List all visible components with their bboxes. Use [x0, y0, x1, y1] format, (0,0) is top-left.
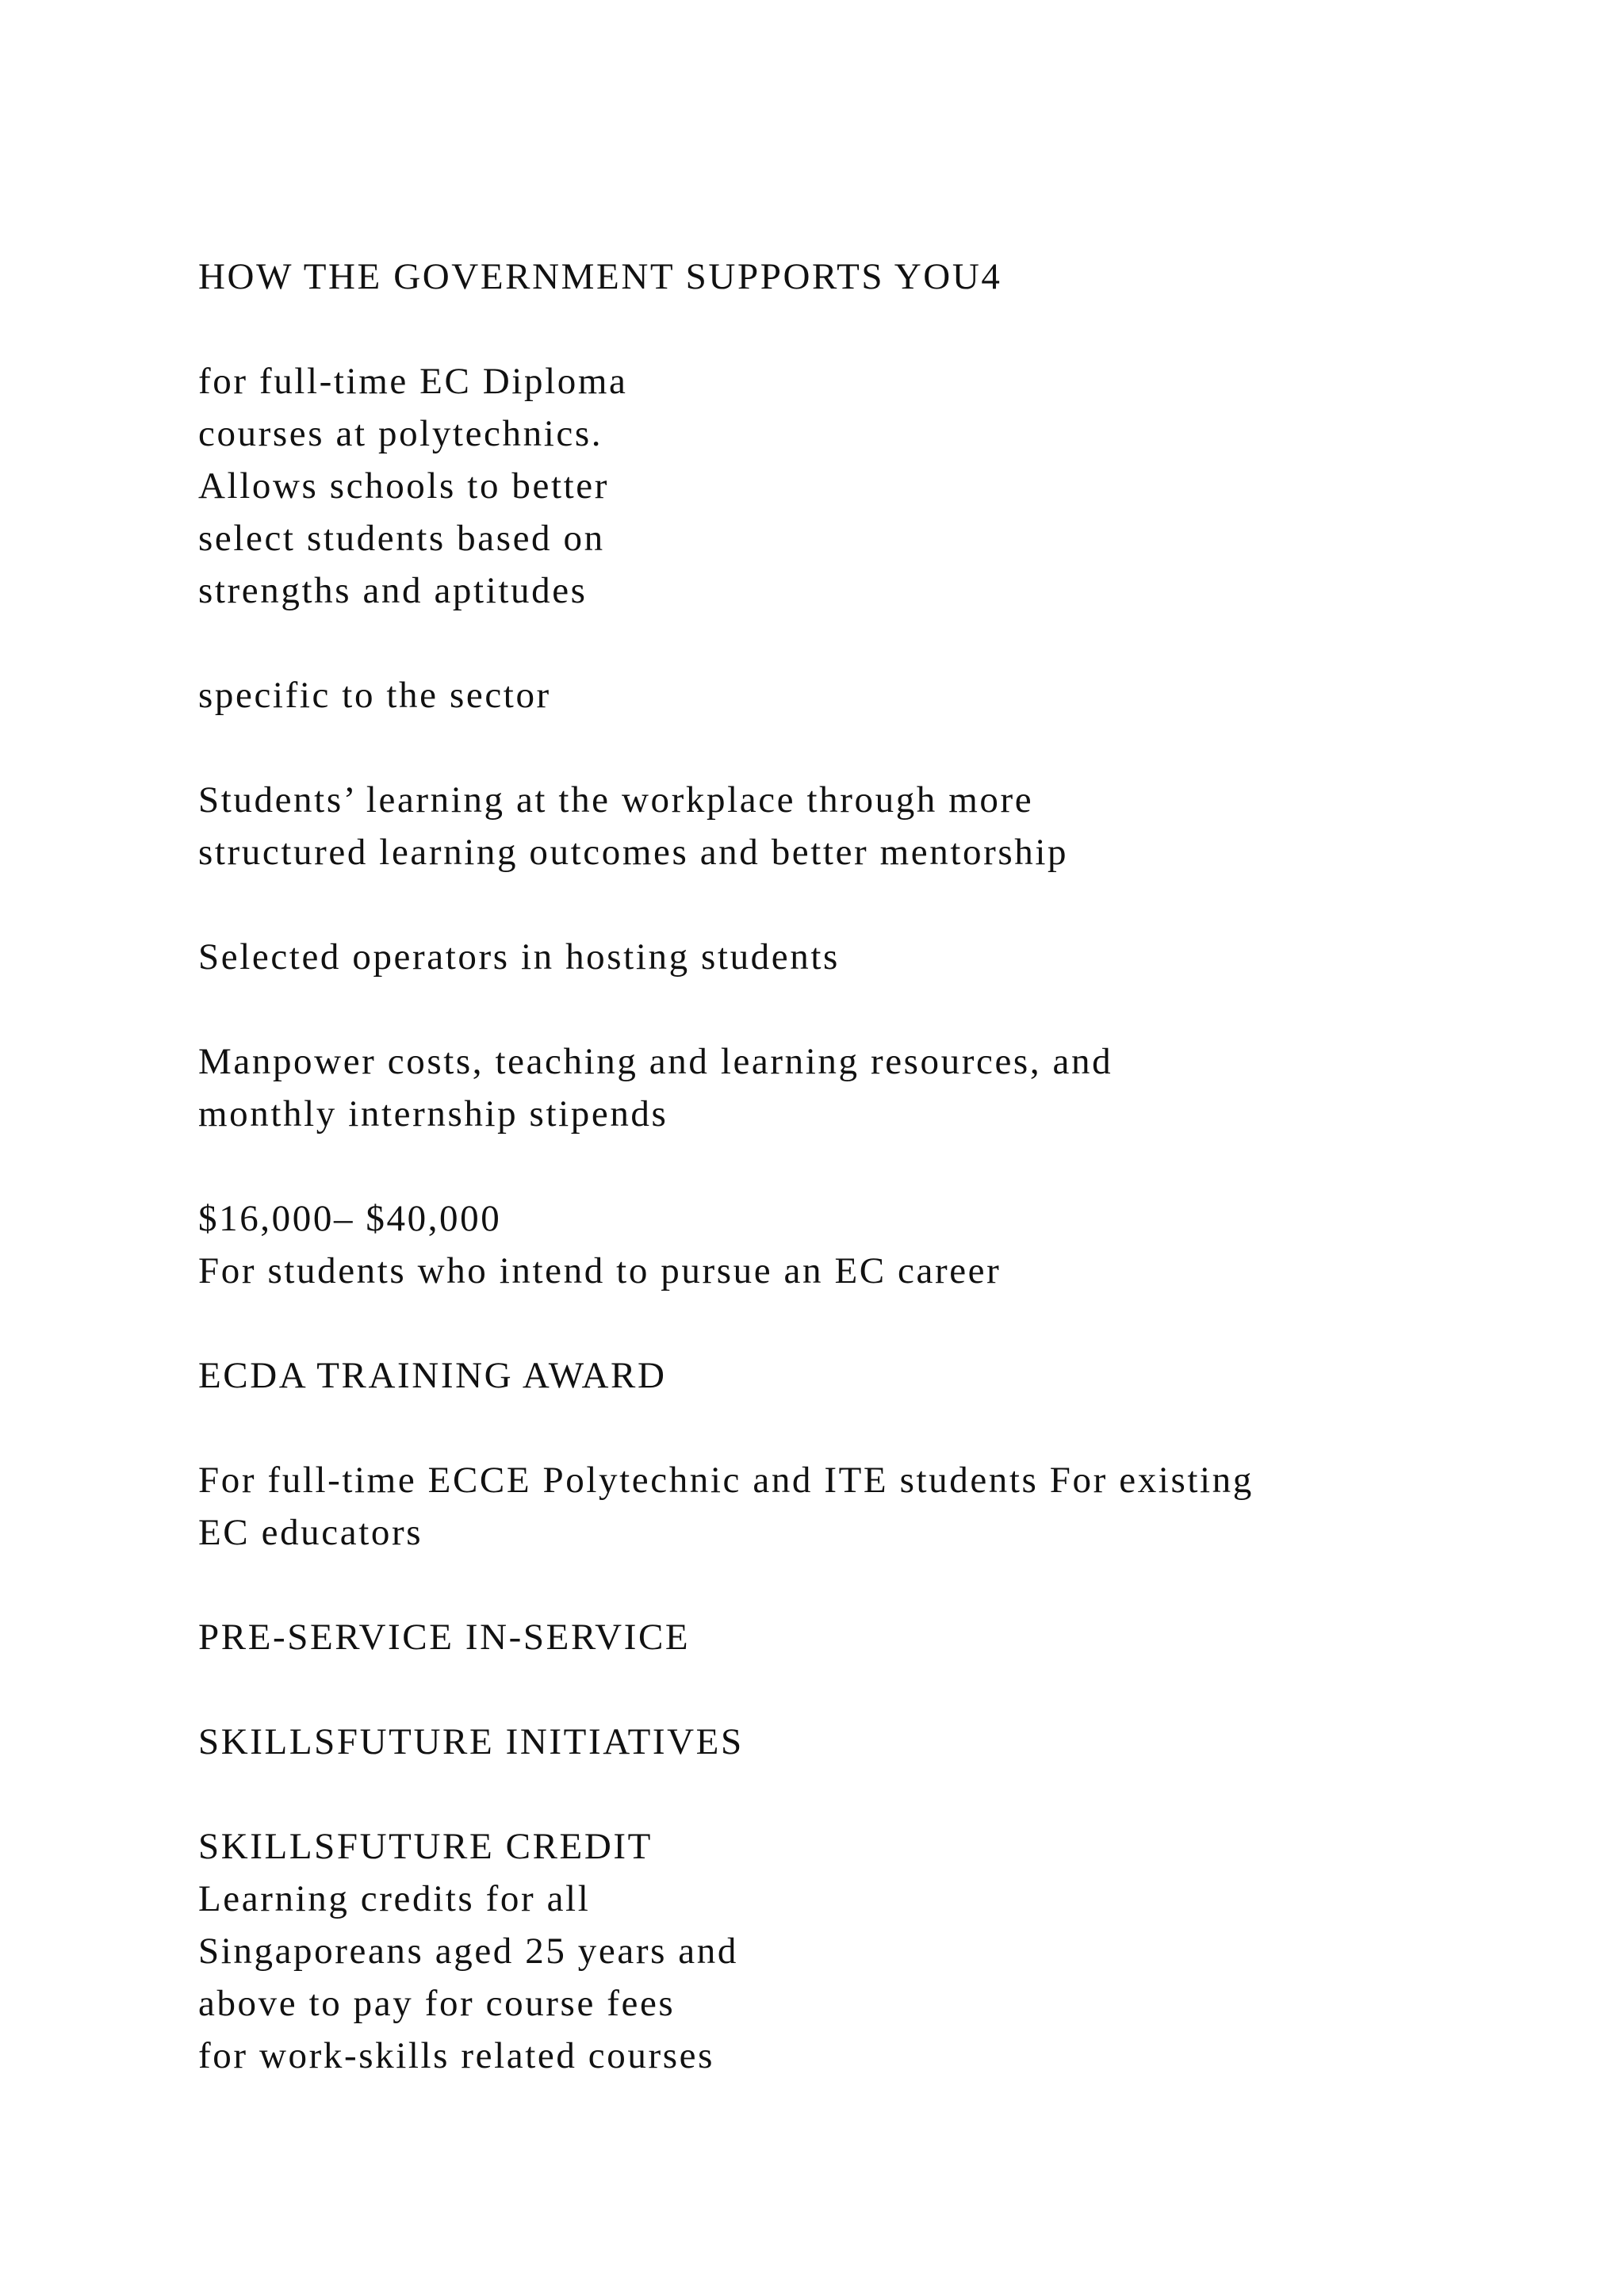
section-heading: ECDA TRAINING AWARD: [198, 1355, 667, 1396]
text-line: $16,000– $40,000: [198, 1198, 502, 1239]
section-heading: SKILLSFUTURE INITIATIVES: [198, 1721, 744, 1762]
document-body: [198, 251, 1546, 2082]
text-line: structured learning outcomes and better mentorship: [198, 832, 1069, 873]
page-title: HOW THE GOVERNMENT SUPPORTS YOU4: [198, 256, 1002, 297]
text-line: select students based on: [198, 518, 605, 559]
text-line: For full-time ECCE Polytechnic and ITE students For existing: [198, 1460, 1254, 1501]
text-line: above to pay for course fees: [198, 1983, 676, 2024]
text-line: strengths and aptitudes: [198, 570, 588, 611]
paragraph-gap: [198, 878, 1546, 931]
text-line: EC educators: [198, 1512, 423, 1553]
text-line: Students’ learning at the workplace through more: [198, 779, 1034, 821]
paragraph-gap: [198, 1559, 1546, 1611]
text-line: for full-time EC Diploma: [198, 361, 628, 402]
paragraph-gap: [198, 617, 1546, 669]
text-line: for work-skills related courses: [198, 2035, 714, 2076]
text-line: Learning credits for all: [198, 1878, 591, 1919]
paragraph-gap: [198, 1297, 1546, 1349]
text-line: monthly internship stipends: [198, 1093, 668, 1135]
text-line: courses at polytechnics.: [198, 413, 603, 454]
section-heading: SKILLSFUTURE CREDIT: [198, 1826, 653, 1867]
paragraph-gap: [198, 1140, 1546, 1192]
text-line: Allows schools to better: [198, 465, 609, 507]
text-line: Singaporeans aged 25 years and: [198, 1931, 738, 1972]
paragraph-gap: [198, 303, 1546, 355]
text-line: specific to the sector: [198, 675, 551, 716]
paragraph-gap: [198, 983, 1546, 1035]
text-line: Selected operators in hosting students: [198, 936, 840, 978]
paragraph-gap: [198, 721, 1546, 774]
paragraph-gap: [198, 1663, 1546, 1716]
paragraph-gap: [198, 1768, 1546, 1820]
paragraph-gap: [198, 1402, 1546, 1454]
section-heading: PRE-SERVICE IN-SERVICE: [198, 1617, 691, 1658]
text-line: Manpower costs, teaching and learning resources, and: [198, 1041, 1113, 1082]
text-line: For students who intend to pursue an EC career: [198, 1250, 1002, 1292]
